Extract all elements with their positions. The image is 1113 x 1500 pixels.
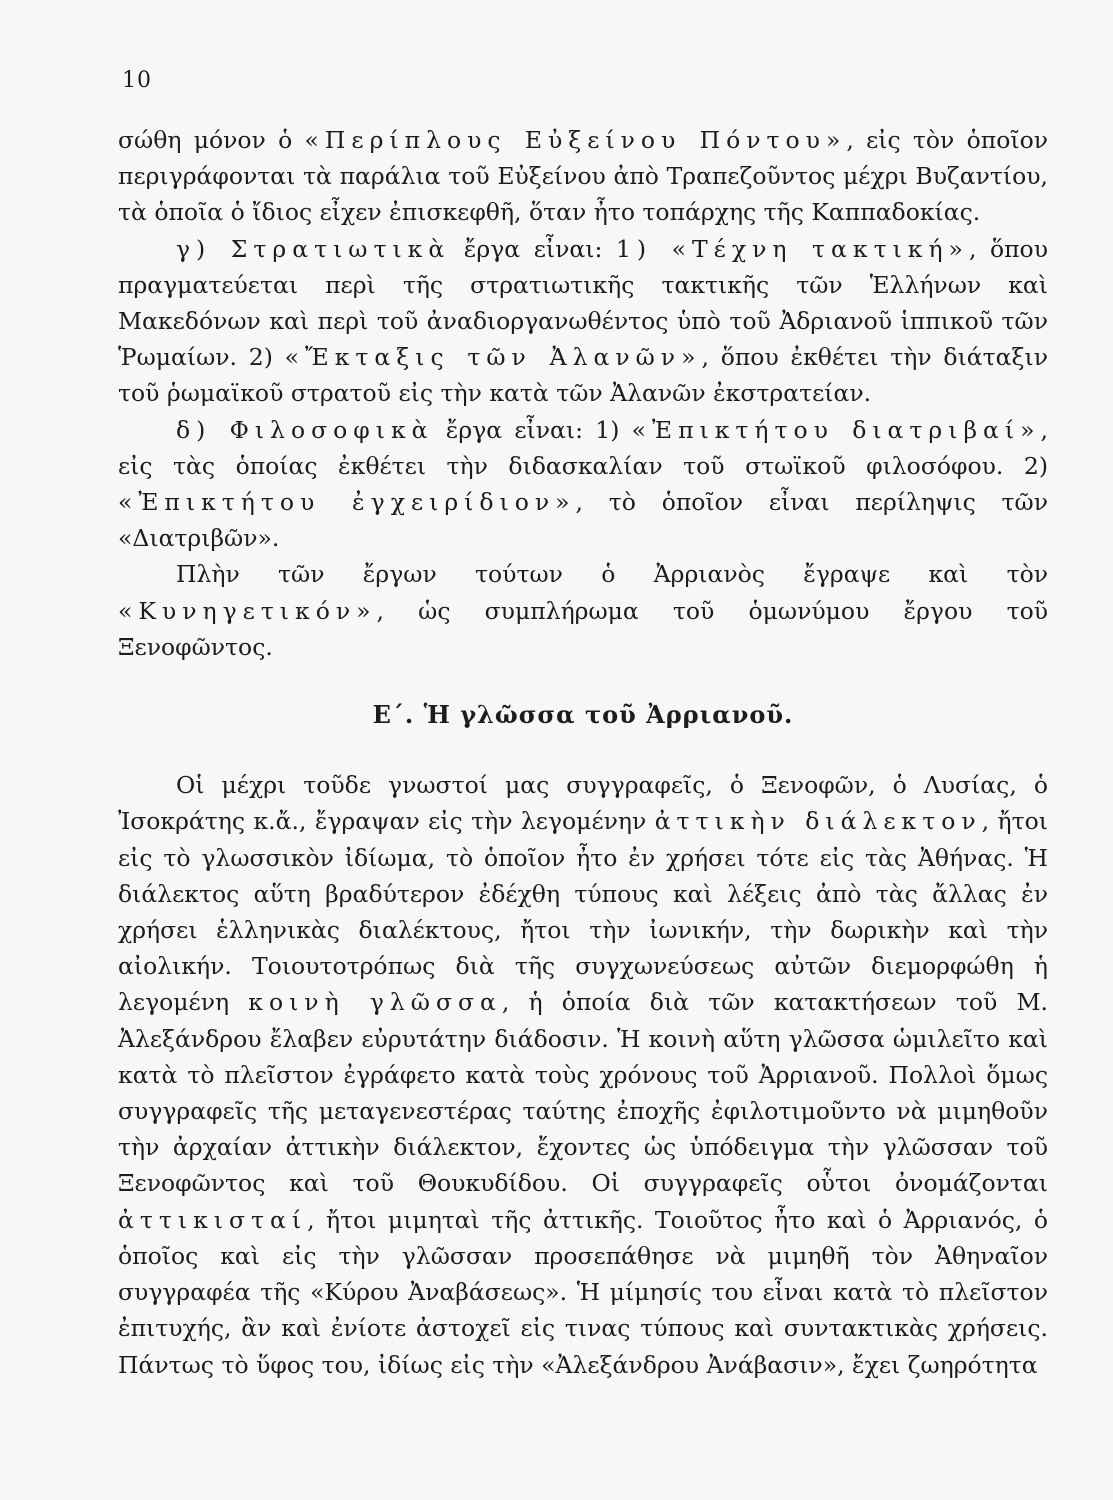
emphasized-text: «Κυνηγετικόν»: [118, 596, 377, 625]
emphasized-text: ἀττικισταί: [118, 1205, 308, 1234]
text-run: , τὸ ὁποῖον εἶναι περίληψις τῶν «Διατριβῶν».: [118, 488, 1048, 553]
text-run: , ἡ ὁποία διὰ τῶν κατακτήσεων τοῦ Μ. Ἀλεξάνδρου ἔλαβεν εὐρυτάτην διάδοσιν. Ἡ κοινὴ αὕτη γλῶσσα ὡμιλεῖτο καὶ κατὰ τὸ πλεῖστον ἐγράφετο κατὰ τοὺς χρόνους τοῦ Ἀρριανοῦ. Πολλοὶ ὅμως συγγραφεῖς τῆς μεταγενεστέρας ταύτης ἐποχῆς ἐφιλοτιμοῦντο νὰ μιμηθοῦν τὴν ἀρχαίαν ἀττικὴν διάλεκτον, ἔχοντες ὡς ὑπόδειγμα τὴν γλῶσσαν τοῦ Ξενοφῶντος καὶ τοῦ Θουκυδίδου. Οἱ συγγραφεῖς οὗτοι ὀνομάζονται: [118, 988, 1048, 1198]
text-run: , ὡς συμπλήρωμα τοῦ ὁμωνύμου ἔργου τοῦ Ξενοφῶντος.: [118, 596, 1048, 661]
emphasized-text: «Ἐπικτήτου διατριβαί»: [631, 415, 1041, 444]
emphasized-text: κοινὴ γλῶσσα: [248, 988, 502, 1017]
emphasized-text: «Ἔκταξις τῶν Ἀλανῶν»: [284, 343, 702, 372]
emphasized-text: δ) Φιλοσοφικὰ: [176, 415, 434, 444]
text-run: Οἱ μέχρι τοῦδε γνωστοί μας συγγραφεῖς, ὁ Ξενοφῶν, ὁ Λυσίας, ὁ Ἰσοκράτης κ.ἄ., ἔγραψαν εἰς τὴν λεγομένην: [118, 771, 1048, 836]
paragraph: [118, 556, 1048, 665]
text-run: Πλὴν τῶν ἔργων τούτων ὁ Ἀρριανὸς ἔγραψε καὶ τὸν: [176, 560, 1048, 589]
text-run: , ὅπου ἐκθέτει τὴν διάταξιν τοῦ ῥωμαϊκοῦ στρατοῦ εἰς τὴν κατὰ τῶν Ἀλανῶν ἐκστρατείαν.: [118, 343, 1048, 408]
section-heading: Ε΄. Ἡ γλῶσσα τοῦ Ἀρριανοῦ.: [372, 700, 794, 730]
emphasized-text: ἀττικὴν διάλεκτον: [654, 807, 982, 836]
text-run: , εἰς τὸν ὁποῖον περιγράφονται τὰ παράλια τοῦ Εὐξείνου ἀπὸ Τραπεζοῦντος μέχρι Βυζαντίου, τὰ ὁποῖα ὁ ἴδιος εἶχεν ἐπισκεφθῆ, ὅταν ἦτο τοπάρχης τῆς Καππαδοκίας.: [118, 126, 1049, 227]
paragraph: [118, 767, 1048, 1382]
paragraph: [118, 412, 1048, 557]
emphasized-text: 1) «Τέχνη τακτική»: [615, 234, 969, 263]
text-run: , εἰς τὰς ὁποίας ἐκθέτει τὴν διδασκαλίαν τοῦ στωϊκοῦ φιλοσόφου. 2): [118, 415, 1048, 480]
text-run: , ὅπου πραγματεύεται περὶ τῆς στρατιωτικῆς τακτικῆς τῶν Ἑλλήνων καὶ Μακεδόνων καὶ περὶ τοῦ ἀναδιοργανωθέντος ὑπὸ τοῦ Ἀδριανοῦ ἱππικοῦ τῶν Ῥωμαίων. 2): [118, 234, 1048, 372]
text-run: , ἤτοι μιμηταὶ τῆς ἀττικῆς. Τοιοῦτος ἦτο καὶ ὁ Ἀρριανός, ὁ ὁποῖος καὶ εἰς τὴν γλῶσσαν προσεπάθησε νὰ μιμηθῆ τὸν Ἀθηναῖον συγγραφέα τῆς «Κύρου Ἀναβάσεως». Ἡ μίμησίς του εἶναι κατὰ τὸ πλεῖστον ἐπιτυχής, ἂν καὶ ἐνίοτε ἀστοχεῖ εἰς τινας τύπους καὶ συντακτικὰς χρήσεις. Πάντως τὸ ὕφος του, ἰδίως εἰς τὴν «Ἀλεξάνδρου Ἀνάβασιν», ἔχει ζωηρότητα: [118, 1205, 1048, 1379]
page-body: [118, 122, 1048, 1383]
text-run: , ἤτοι εἰς τὸ γλωσσικὸν ἰδίωμα, τὸ ὁποῖον ἦτο ἐν χρήσει τότε εἰς τὰς Ἀθήνας. Ἡ διάλεκτος αὕτη βραδύτερον ἐδέχθη τύπους καὶ λέξεις ἀπὸ τὰς ἄλλας ἐν χρήσει ἑλληνικὰς διαλέκτους, ἤτοι τὴν ἰωνικήν, τὴν δωρικὴν καὶ τὴν αἰολικήν. Τοιουτοτρόπως διὰ τῆς συγχωνεύσεως αὐτῶν διεμορφώθη ἡ λεγομένη: [118, 807, 1048, 1017]
emphasized-text: «Περίπλους Εὐξείνου Πόντου»: [304, 126, 847, 154]
paragraph: [118, 122, 1048, 231]
text-run: σώθη μόνον ὁ: [118, 126, 305, 154]
emphasized-text: γ) Στρατιωτικὰ: [176, 234, 451, 263]
emphasized-text: «Ἐπικτήτου ἐγχειρίδιον»: [118, 488, 576, 517]
text-run: ἔργα εἶναι: 1): [433, 415, 632, 444]
text-run: ἔργα εἶναι:: [450, 234, 616, 263]
paragraph: [118, 231, 1048, 412]
page-number: 10: [122, 68, 152, 93]
